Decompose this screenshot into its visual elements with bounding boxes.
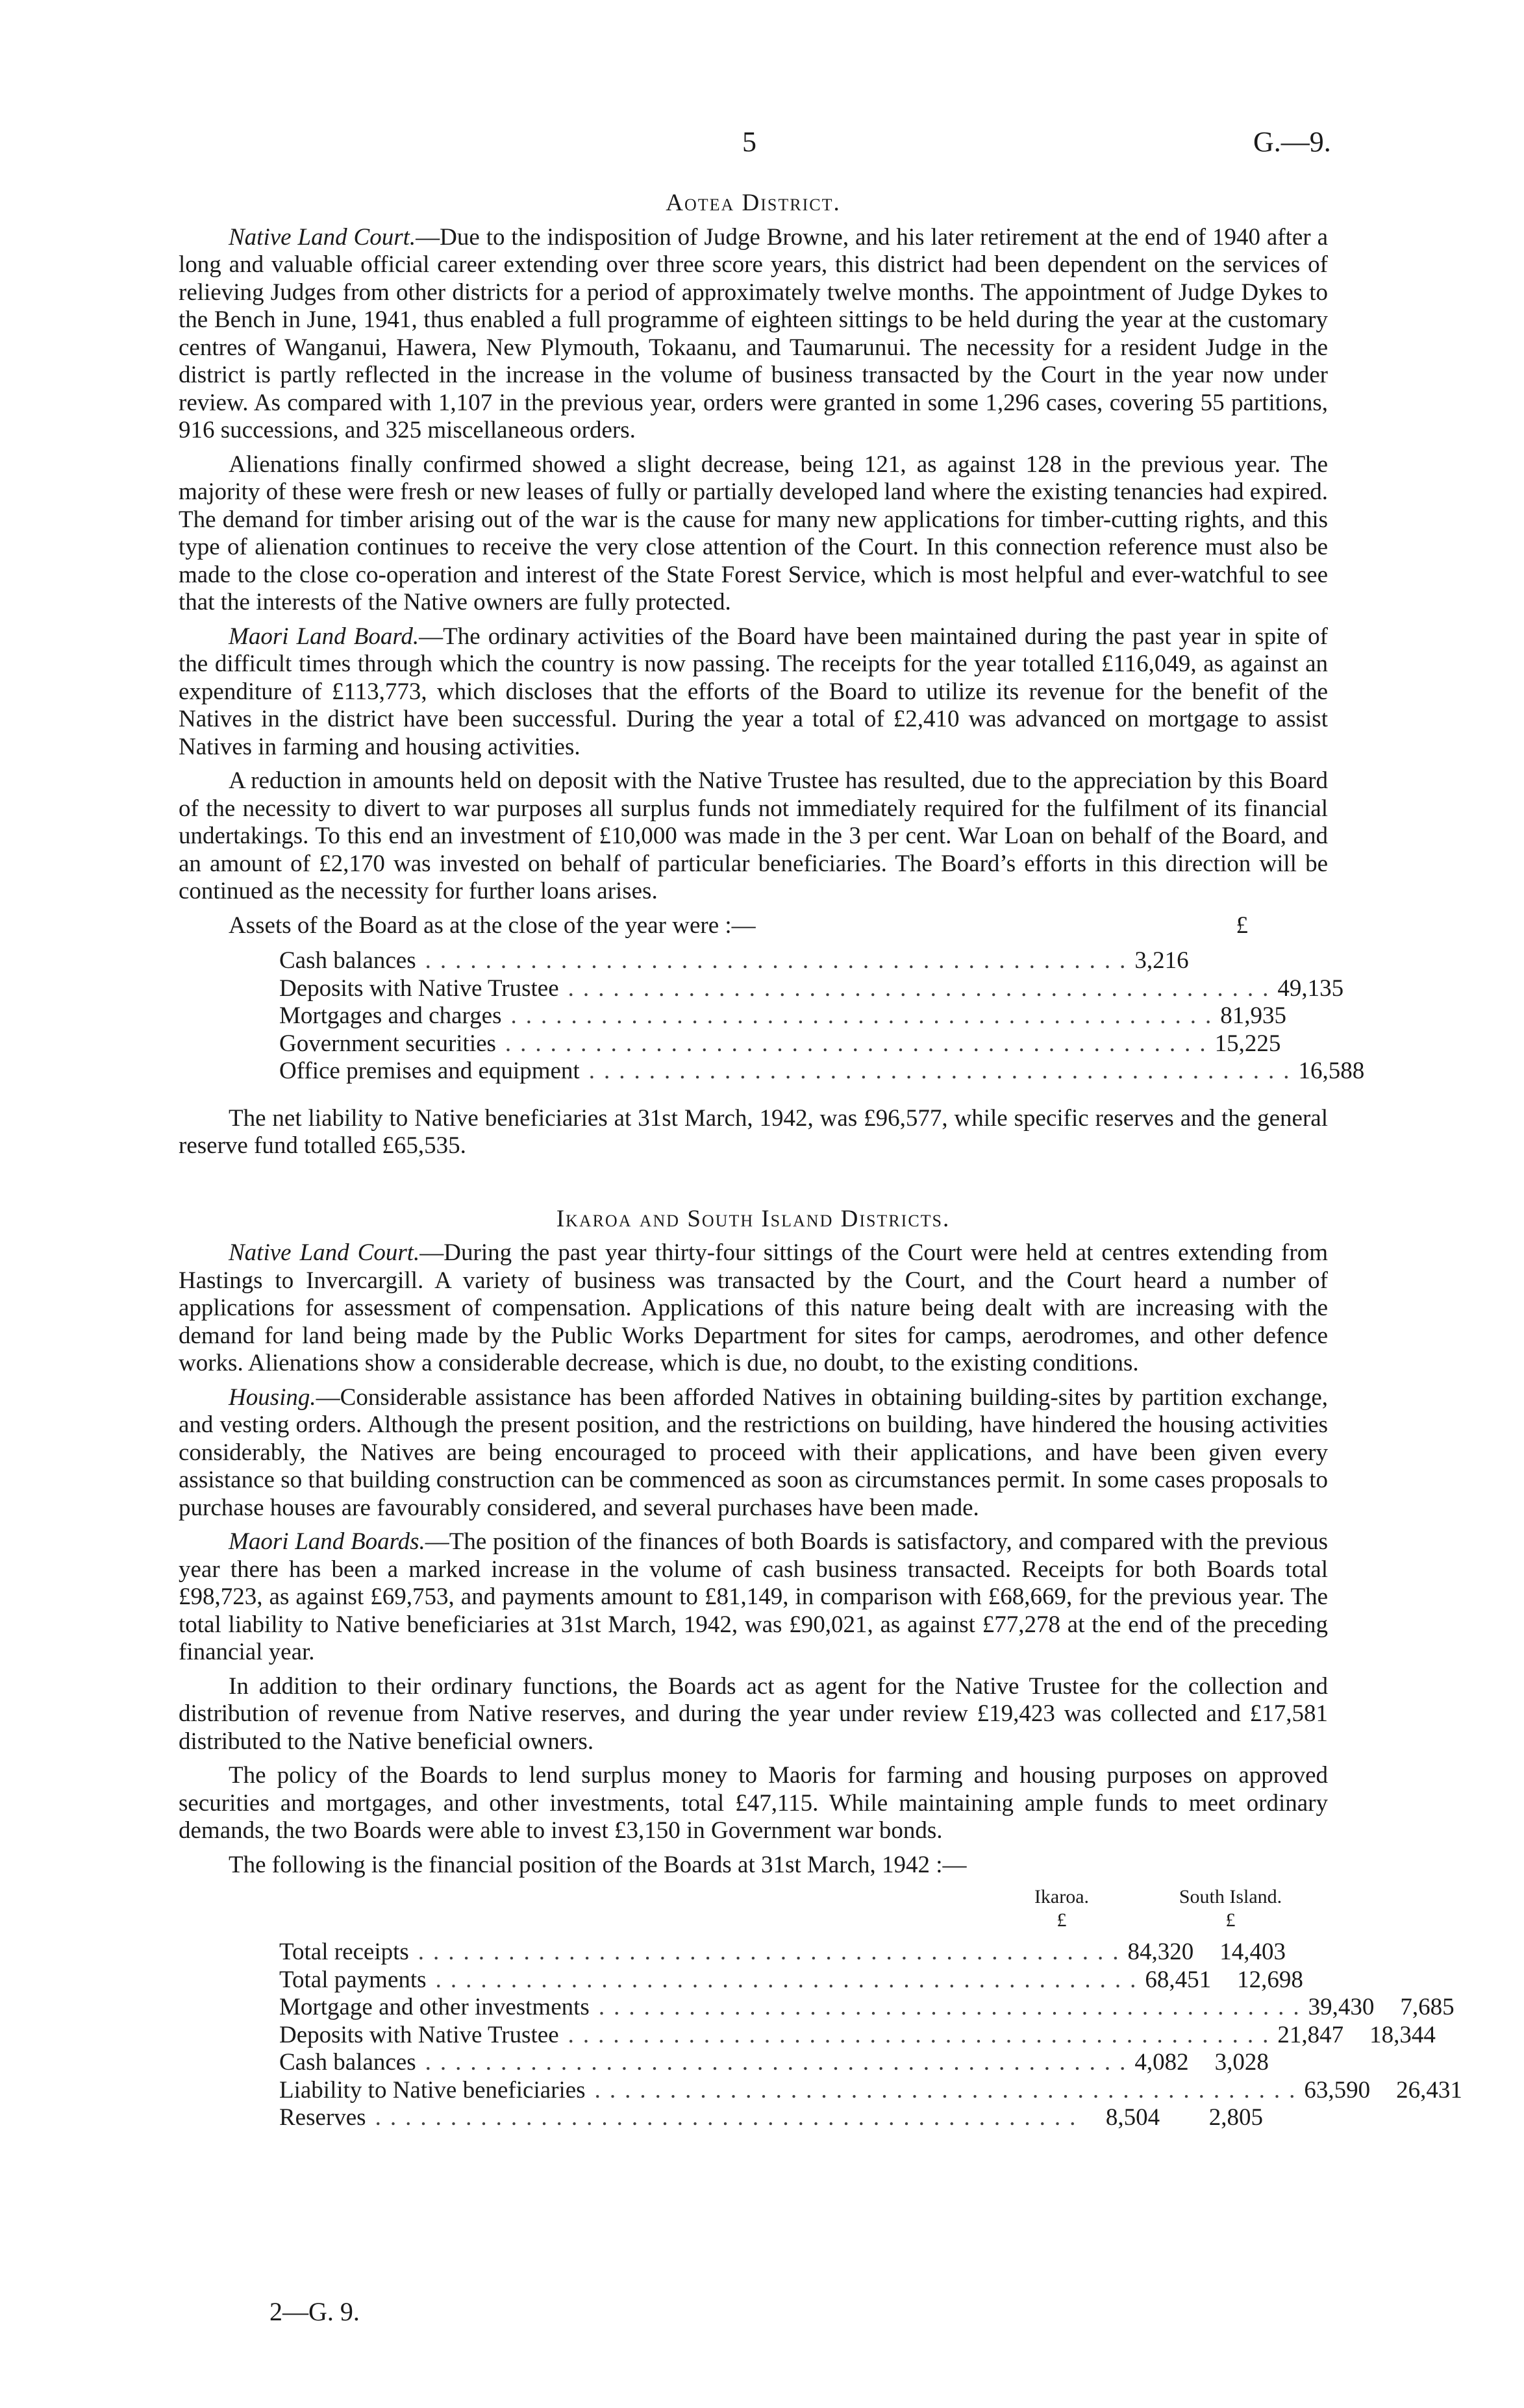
table-row	[279, 2104, 1325, 2132]
paragraph-label: Native Land Court.	[229, 1239, 420, 1266]
table-row	[279, 1058, 1365, 1086]
leader-dots: ...............................................	[568, 2021, 1278, 2048]
column-name: South Island.	[1179, 1886, 1282, 1907]
row-label: Liability to Native beneficiaries	[279, 2076, 586, 2104]
table-row	[279, 2049, 1325, 2077]
cell-ikaroa: 63,590	[1304, 2076, 1371, 2104]
financial-table	[279, 1939, 1462, 2132]
row-label: Total payments	[279, 1966, 427, 1993]
cell-ikaroa: 21,847	[1277, 2021, 1344, 2048]
cell-south-island: 14,403	[1219, 1939, 1286, 1965]
paragraph: The policy of the Boards to lend surplus money to Maoris for farming and housing purposes on approved securities and mortgages, and other investments, total £47,115. While maintaining ample funds to meet ordinary demands, the two Boards were able to invest £3,150 in Government war bonds.	[179, 1762, 1328, 1844]
column-header-ikaroa	[987, 1885, 1136, 1932]
leader-dots: ...............................................	[425, 2049, 1135, 2076]
paragraph: Alienations finally confirmed showed a slight decrease, being 121, as against 128 in the previous year. The majority of these were fresh or new leases of fully or partially developed land where the existing tenancies had expired. The demand for timber arising out of the war is the cause for many new applications for timber-cutting rights, and this type of alienation continues to receive the very close attention of the Court. In this connection reference must also be made to the close co-operation and interest of the State Forest Service, which is most helpful and ever-watchful to see that the interests of the Native owners are fully protected.	[179, 451, 1328, 615]
row-label: Government securities	[279, 1030, 496, 1057]
assets-currency: £	[1236, 912, 1248, 939]
cell-south-island: 18,344	[1369, 2021, 1436, 2048]
cell-south-island: 2,805	[1208, 2104, 1263, 2131]
paragraph-label: Maori Land Board.	[229, 623, 419, 650]
leader-dots: ...............................................	[598, 1994, 1308, 2020]
paragraph: A reduction in amounts held on deposit with the Native Trustee has resulted, due to the appreciation by this Board of the necessity to divert to war purposes all surplus funds not immediately required for the fulfilment of its financial undertakings. To this end an investment of £10,000 was made in the 3 per cent. War Loan on behalf of the Board, and an amount of £2,170 was invested on behalf of particular beneficiaries. The Board’s efforts in this direction will be continued as the necessity for further loans arises.	[179, 767, 1328, 904]
leader-dots: ...............................................	[505, 1030, 1215, 1057]
page-content	[179, 182, 1462, 2132]
row-label: Deposits with Native Trustee	[279, 974, 559, 1002]
leader-dots: ...............................................	[568, 974, 1278, 1002]
leader-dots: ...............................................	[435, 1966, 1145, 1993]
row-value: 81,935	[1220, 1002, 1286, 1029]
table-row	[279, 1030, 1281, 1058]
cell-ikaroa: 84,320	[1127, 1939, 1194, 1965]
table-row	[279, 974, 1344, 1003]
cell-south-island: 3,028	[1214, 2049, 1269, 2076]
cell-ikaroa: 39,430	[1308, 1994, 1375, 2020]
paragraph	[179, 1528, 1328, 1667]
column-unit: £	[1225, 1909, 1236, 1931]
page-number: 5	[742, 126, 756, 158]
row-label: Cash balances	[279, 2049, 416, 2076]
table-row	[279, 2076, 1462, 2105]
row-value: 15,225	[1214, 1030, 1281, 1057]
cell-ikaroa: 4,082	[1134, 2049, 1189, 2076]
paragraph-label: Maori Land Boards.	[229, 1528, 425, 1555]
cell-ikaroa: 8,504	[1105, 2104, 1160, 2131]
section-heading-aotea: Aotea District.	[666, 190, 841, 216]
row-label: Deposits with Native Trustee	[279, 2021, 559, 2048]
document-code: G.—9.	[1253, 126, 1331, 158]
table-row	[279, 1967, 1325, 1994]
column-header-south-island	[1136, 1885, 1325, 1932]
financial-table-header	[279, 1885, 1325, 1932]
row-label: Cash balances	[279, 947, 416, 974]
paragraph	[179, 1239, 1328, 1378]
row-label: Mortgages and charges	[279, 1002, 502, 1029]
leader-dots: ...............................................	[594, 2076, 1305, 2104]
table-row	[279, 1939, 1325, 1967]
paragraph: In addition to their ordinary functions, the Boards act as agent for the Native Trustee for the collection and distribution of revenue from Native reserves, and during the year under review £19,423 was collected and £17,581 distributed to the Native beneficial owners.	[179, 1672, 1328, 1755]
paragraph	[179, 623, 1328, 762]
row-label: Mortgage and other investments	[279, 1994, 590, 2020]
row-label: Total receipts	[279, 1939, 409, 1965]
table-row	[279, 2021, 1436, 2050]
section-heading-ikaroa: Ikaroa and South Island Districts.	[556, 1205, 951, 1232]
paragraph-text: —Due to the indisposition of Judge Browne, and his later retirement at the end of 1940 after a long and valuable official career extending over three score years, this district had been dependent on the services of relieving Judges from other districts for a period of approximately twelve months. The appointment of Judge Dykes to the Bench in June, 1941, thus enabled a full programme of eighteen sittings to be held during the year at the customary centres of Wanganui, Hawera, New Plymouth, Tokaanu, and Taumarunui. The necessity for a resident Judge in the district is partly reflected in the increase in the volume of business transacted by the Court in the year now under review. As compared with 1,107 in the previous year, orders were granted in some 1,296 cases, covering 55 partitions, 916 successions, and 325 miscellaneous orders.	[179, 223, 1328, 443]
paragraph	[179, 1384, 1328, 1522]
leader-dots: ...............................................	[588, 1058, 1299, 1084]
paragraph	[179, 224, 1328, 445]
row-value: 49,135	[1277, 974, 1344, 1002]
leader-dots: ...............................................	[425, 947, 1135, 974]
paragraph: The net liability to Native beneficiaries at 31st March, 1942, was £96,577, while specific reserves and the general reserve fund totalled £65,535.	[179, 1104, 1328, 1159]
assets-intro-text: Assets of the Board as at the close of the year were :—	[229, 912, 756, 939]
paragraph-text: —Considerable assistance has been afforded Natives in obtaining building-sites by partition exchange, and vesting orders. Although the present position, and the restrictions on building, have hindered the housing activities considerably, the Natives are being encouraged to proceed with their applications, and have been given every assistance so that building construction can be commenced as soon as circumstances permit. In some cases proposals to purchase houses are favourably considered, and several purchases have been made.	[179, 1384, 1328, 1521]
paragraph-text: —The ordinary activities of the Board have been maintained during the past year in spite of the difficult times through which the country is now passing. The receipts for the year totalled £116,049, as against an expenditure of £113,773, which discloses that the efforts of the Board to utilize its revenue for the benefit of the Natives in the district have been successful. During the year a total of £2,410 was advanced on mortgage to assist Natives in farming and housing activities.	[179, 623, 1328, 760]
column-unit: £	[1056, 1909, 1067, 1931]
cell-south-island: 26,431	[1396, 2076, 1462, 2104]
row-value: 3,216	[1134, 947, 1189, 974]
assets-intro	[229, 912, 1248, 940]
row-label: Reserves	[279, 2104, 366, 2131]
row-label: Office premises and equipment	[279, 1058, 580, 1084]
paragraph-label: Housing.	[229, 1384, 316, 1411]
cell-ikaroa: 68,451	[1145, 1966, 1212, 1993]
leader-dots: ...............................................	[375, 2104, 1085, 2131]
paragraph-text: —The position of the finances of both Boards is satisfactory, and compared with the previous year there has been a marked increase in the volume of cash business transacted. Receipts for both Boards total £98,723, as against £69,753, and payments amount to £81,149, in comparison with £68,669, for the previous year. The total liability to Native beneficiaries at 31st March, 1942, was £90,021, as against £77,278 at the end of the preceding financial year.	[179, 1528, 1328, 1665]
table-row	[279, 947, 1189, 975]
leader-dots: ...............................................	[418, 1939, 1128, 1965]
paragraph-label: Native Land Court.	[229, 223, 416, 251]
leader-dots: ...............................................	[510, 1002, 1221, 1029]
paragraph-text: —During the past year thirty-four sittings of the Court were held at centres extending from Hastings to Invercargill. A variety of business was transacted by the Court, and the Court heard a number of applications for assessment of compensation. Applications of this nature being dealt with are increasing with the demand for land being made by the Public Works Department for sites for camps, aerodromes, and other defence works. Alienations show a considerable decrease, which is due, no doubt, to the existing conditions.	[179, 1239, 1328, 1376]
table-row	[279, 1002, 1286, 1030]
financial-intro: The following is the financial position of the Boards at 31st March, 1942 :—	[229, 1851, 967, 1878]
footer-code: 2—G. 9.	[269, 2297, 360, 2326]
table-row	[279, 1994, 1455, 2022]
assets-table	[279, 947, 1365, 1086]
row-value: 16,588	[1298, 1058, 1365, 1084]
column-name: Ikaroa.	[1034, 1886, 1090, 1907]
cell-south-island: 12,698	[1237, 1966, 1303, 1993]
cell-south-island: 7,685	[1400, 1994, 1455, 2020]
